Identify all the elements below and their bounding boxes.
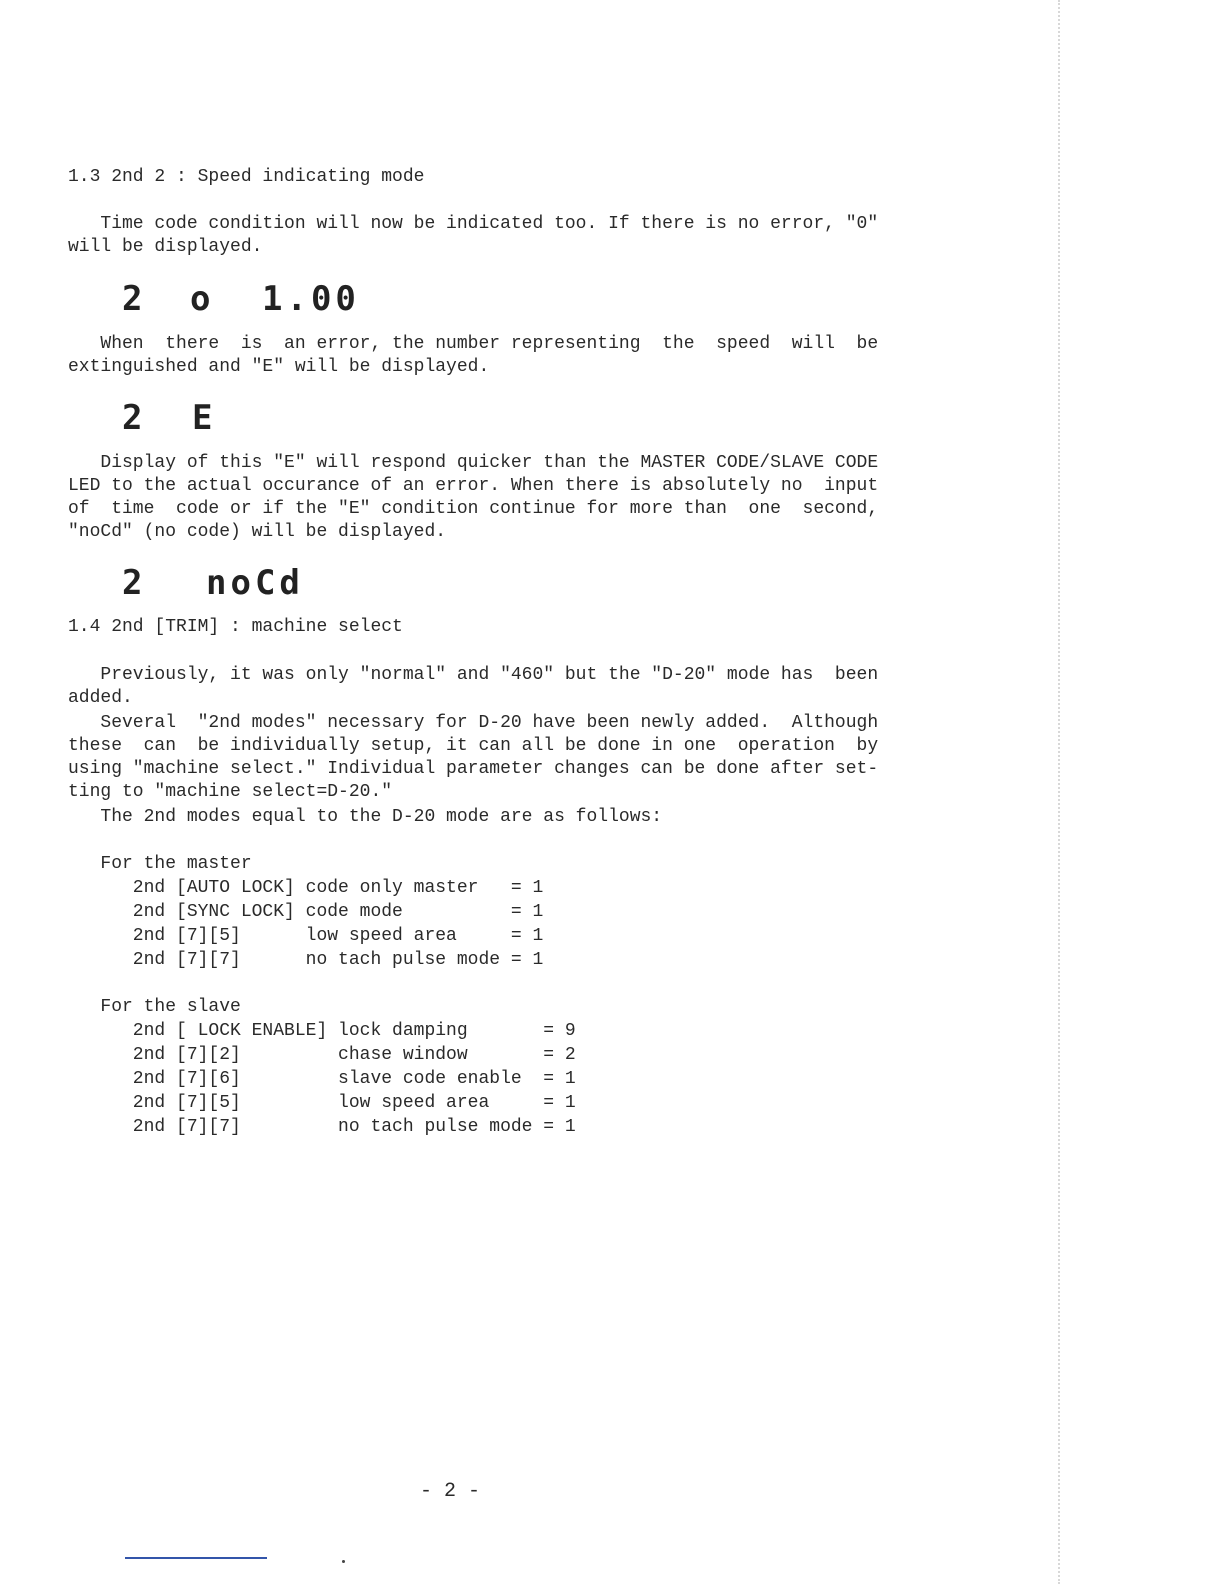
section-1-4-line-2: added.: [68, 688, 133, 708]
led-display-nocode: noCd: [206, 563, 304, 603]
slave-title: For the slave: [68, 997, 241, 1017]
paragraph-2-line-2: extinguished and "E" will be displayed.: [68, 357, 490, 377]
section-1-3-heading: 1.3 2nd 2 : Speed indicating mode: [68, 167, 425, 187]
page-edge-dotted-line: [1058, 0, 1060, 1584]
section-1-4-line-1: Previously, it was only "normal" and "460" but the "D-20" mode has been: [68, 665, 879, 685]
section-1-4-line-7: The 2nd modes equal to the D-20 mode are as follows:: [68, 807, 663, 827]
paragraph-1-line-2: will be displayed.: [68, 237, 263, 257]
master-row: 2nd [7][5] low speed area = 1: [68, 926, 544, 946]
section-1-4-line-4: these can be individually setup, it can all be done in one operation by: [68, 736, 879, 756]
slave-row: 2nd [7][2] chase window = 2: [68, 1045, 576, 1065]
led-display-digit-2: 2: [122, 279, 147, 319]
paragraph-3-line-1: Display of this "E" will respond quicker than the MASTER CODE/SLAVE CODE: [68, 453, 879, 473]
section-1-4-heading: 1.4 2nd [TRIM] : machine select: [68, 617, 403, 637]
led-display-nocode-digit-2: 2: [122, 563, 147, 603]
paragraph-3-line-2: LED to the actual occurance of an error. When there is absolutely no input: [68, 476, 879, 496]
scan-speck: [342, 1560, 345, 1563]
slave-row: 2nd [7][6] slave code enable = 1: [68, 1069, 576, 1089]
led-display-error-e: E: [192, 398, 217, 438]
slave-row: 2nd [7][5] low speed area = 1: [68, 1093, 576, 1113]
section-1-4-line-5: using "machine select." Individual parameter changes can be done after set-: [68, 759, 879, 779]
section-1-4-line-6: ting to "machine select=D-20.": [68, 782, 393, 802]
led-display-error-digit-2: 2: [122, 398, 147, 438]
master-row: 2nd [SYNC LOCK] code mode = 1: [68, 902, 544, 922]
led-display-speed: 1.00: [262, 279, 360, 319]
master-title: For the master: [68, 854, 252, 874]
footer-rule: [125, 1557, 267, 1559]
paragraph-1-line-1: Time code condition will now be indicated too. If there is no error, "0": [68, 214, 879, 234]
master-row: 2nd [7][7] no tach pulse mode = 1: [68, 950, 544, 970]
master-row: 2nd [AUTO LOCK] code only master = 1: [68, 878, 544, 898]
section-1-4-line-3: Several "2nd modes" necessary for D-20 have been newly added. Although: [68, 713, 879, 733]
paragraph-2-line-1: When there is an error, the number representing the speed will be: [68, 334, 879, 354]
slave-row: 2nd [7][7] no tach pulse mode = 1: [68, 1117, 576, 1137]
led-display-digit-o: o: [190, 279, 215, 319]
slave-row: 2nd [ LOCK ENABLE] lock damping = 9: [68, 1021, 576, 1041]
paragraph-3-line-3: of time code or if the "E" condition continue for more than one second,: [68, 499, 879, 519]
page-number: - 2 -: [420, 1480, 481, 1503]
paragraph-3-line-4: "noCd" (no code) will be displayed.: [68, 522, 447, 542]
